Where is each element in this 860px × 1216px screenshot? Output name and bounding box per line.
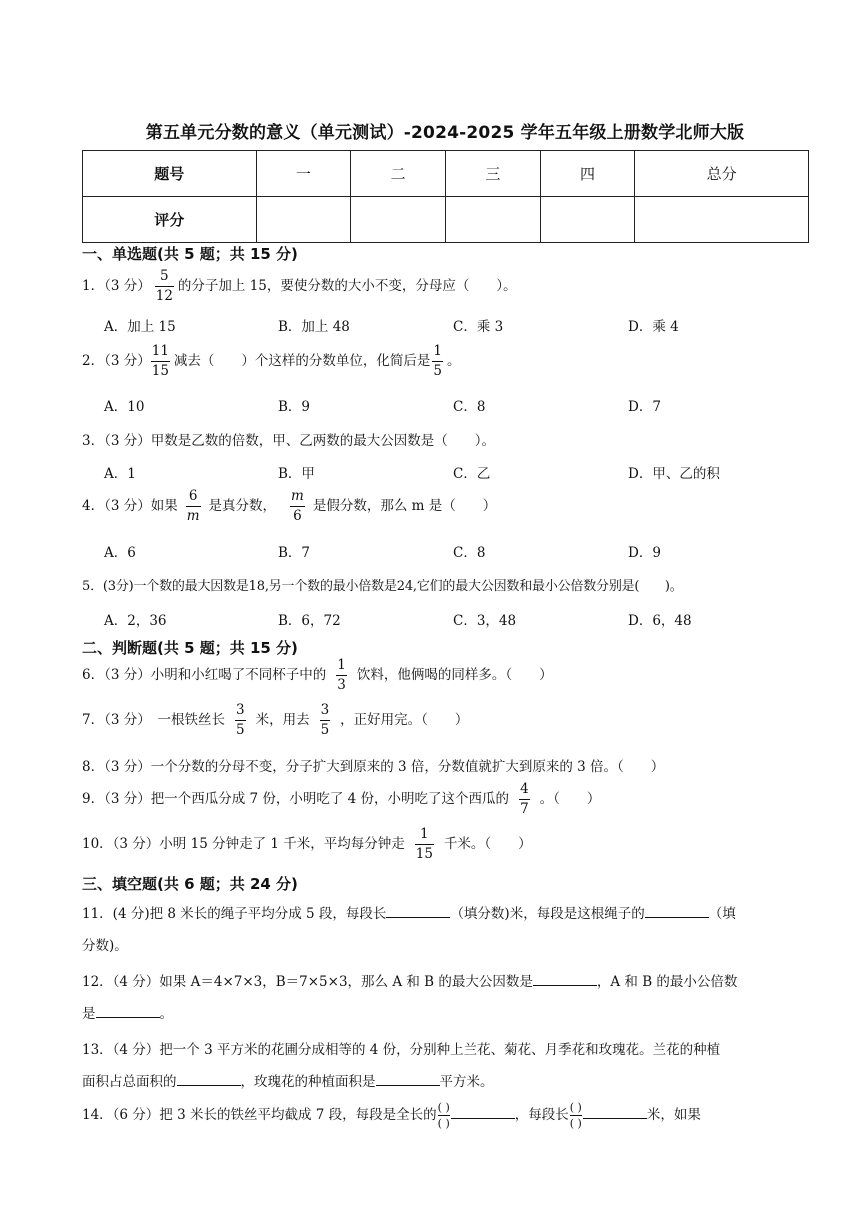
score-cell[interactable] — [256, 197, 351, 243]
question-1 — [82, 270, 517, 303]
question-text: 11．(4 分)把 8 米长的绳子平均分成 5 段，每段长 — [82, 906, 387, 922]
option-d[interactable]: D．乘 4 — [628, 319, 679, 335]
question-text: 7．（3 分） 一根铁丝长 — [82, 712, 225, 728]
question-text: 面积占总面积的 — [82, 1074, 177, 1090]
question-text: 4．（3 分）如果 — [82, 498, 178, 514]
question-text: 米，如果 — [646, 1107, 701, 1123]
fraction — [151, 345, 170, 378]
numerator: 6 — [188, 488, 198, 504]
denominator: 5 — [235, 721, 245, 738]
numerator: m — [291, 488, 304, 504]
question-prefix: 1．（3 分） — [82, 278, 151, 294]
denominator: 15 — [151, 362, 169, 379]
question-text: 10．（3 分）小明 15 分钟走了 1 千米，平均每分钟走 — [82, 836, 405, 852]
score-cell[interactable] — [540, 197, 635, 243]
option-d[interactable]: D．6，48 — [628, 613, 692, 629]
question-9 — [82, 783, 600, 816]
option-a[interactable]: A．1 — [104, 466, 136, 482]
answer-blank[interactable] — [96, 1003, 160, 1018]
option-a[interactable]: A．6 — [104, 545, 136, 561]
option-c[interactable]: C．8 — [453, 399, 486, 415]
question-13: 13．（4 分）把一个 3 平方米的花圃分成相等的 4 份，分别种上兰花、菊花、月季花和玫瑰花。兰花的种植 — [82, 1042, 721, 1058]
option-c[interactable]: C．乙 — [453, 466, 491, 482]
question-text: 14．（6 分）把 3 米长的铁丝平均截成 7 段，每段是全长的 — [82, 1107, 437, 1123]
question-text: 12．（4 分）如果 A＝4×7×3，B＝7×5×3，那么 A 和 B 的最大公因数是 — [82, 974, 533, 990]
fraction — [235, 704, 246, 737]
question-3: 3．（3 分）甲数是乙数的倍数，甲、乙两数的最大公因数是（ ）。 — [82, 433, 495, 449]
score-header-cell: 题号 — [83, 151, 257, 197]
numerator: 3 — [235, 702, 245, 718]
answer-blank[interactable] — [177, 1071, 241, 1086]
denominator: m — [186, 507, 200, 524]
question-text: 的分子加上 15，要使分数的大小不变，分母应（ ）。 — [177, 278, 517, 294]
question-text: 是假分数，那么 m 是（ ） — [312, 498, 497, 514]
option-b[interactable]: B．7 — [278, 545, 311, 561]
fraction-blank[interactable] — [570, 1102, 582, 1129]
question-text: （填 — [708, 906, 736, 922]
question-7 — [82, 704, 468, 737]
denominator: 6 — [290, 506, 305, 524]
score-header-cell: 二 — [351, 151, 446, 197]
question-text: 饮料，他俩喝的同样多。（ ） — [356, 667, 553, 683]
option-b[interactable]: B．加上 48 — [278, 319, 350, 335]
option-b[interactable]: B．9 — [278, 399, 311, 415]
denominator: 7 — [520, 800, 529, 817]
section-heading-fill-blank: 三、填空题(共 6 题；共 24 分) — [82, 875, 298, 893]
score-cell[interactable] — [351, 197, 446, 243]
option-b[interactable]: B．6，72 — [278, 613, 341, 629]
page-title: 第五单元分数的意义（单元测试）-2024-2025 学年五年级上册数学北师大版 — [145, 123, 745, 143]
question-text: 。 — [447, 353, 461, 369]
question-12-line-2 — [82, 1002, 173, 1022]
question-prefix: 2．（3 分） — [82, 353, 151, 369]
denominator: 12 — [155, 287, 173, 304]
question-10 — [82, 828, 532, 861]
question-text: 9．（3 分）把一个西瓜分成 7 份，小明吃了 4 份，小明吃了这个西瓜的 — [82, 791, 510, 807]
question-text: 是真分数， — [208, 498, 277, 514]
question-text: 。 — [159, 1006, 173, 1022]
question-5: 5．(3分)一个数的最大因数是18,另一个数的最小倍数是24,它们的最大公因数和最小公倍数分别是( )。 — [82, 579, 683, 594]
question-8: 8．（3 分）一个分数的分母不变，分子扩大到原来的 3 倍，分数值就扩大到原来的 3 倍。（ ） — [82, 759, 665, 775]
denominator: ( ) — [569, 1117, 582, 1130]
question-text: ，每段长 — [514, 1107, 569, 1123]
question-text: ，玫瑰花的种植面积是 — [240, 1074, 376, 1090]
question-text: 千米。（ ） — [443, 836, 532, 852]
denominator: 5 — [433, 362, 443, 379]
numerator: 1 — [337, 657, 346, 673]
numerator: 5 — [160, 268, 169, 284]
question-2 — [82, 345, 461, 378]
question-text: 米，用去 — [255, 712, 310, 728]
option-c[interactable]: C．3，48 — [453, 613, 517, 629]
question-11 — [82, 902, 736, 922]
option-a[interactable]: A．加上 15 — [104, 319, 176, 335]
question-text: 平方米。 — [439, 1074, 494, 1090]
answer-blank[interactable] — [376, 1071, 440, 1086]
question-12 — [82, 970, 737, 990]
question-4 — [82, 490, 496, 523]
numerator: 4 — [520, 781, 529, 797]
question-text: （填分数)米，每段是这根绳子的 — [450, 906, 645, 922]
fraction — [519, 783, 530, 816]
option-d[interactable]: D．9 — [628, 545, 661, 561]
option-d[interactable]: D．甲、乙的积 — [628, 466, 720, 482]
numerator: ( ) — [569, 1101, 582, 1114]
question-text: ，A 和 B 的最小公倍数 — [596, 974, 738, 990]
answer-blank[interactable] — [451, 1104, 515, 1119]
option-a[interactable]: A．10 — [104, 399, 145, 415]
numerator: 3 — [320, 702, 330, 718]
numerator: 1 — [420, 826, 429, 842]
numerator: 11 — [151, 343, 169, 359]
question-text: 减去（ ）个这样的分数单位，化简后是 — [173, 353, 431, 369]
score-cell[interactable] — [635, 197, 809, 243]
score-header-cell: 一 — [256, 151, 351, 197]
denominator: ( ) — [437, 1117, 450, 1130]
fraction — [415, 828, 434, 861]
score-header-cell: 四 — [540, 151, 635, 197]
option-d[interactable]: D．7 — [628, 399, 661, 415]
option-c[interactable]: C．乘 3 — [453, 319, 504, 335]
section-heading-single-choice: 一、单选题(共 5 题；共 15 分) — [82, 245, 298, 263]
score-row-label: 评分 — [83, 197, 257, 243]
section-heading-true-false: 二、判断题(共 5 题；共 15 分) — [82, 639, 298, 657]
question-6 — [82, 659, 553, 692]
question-14 — [82, 1102, 701, 1129]
score-cell[interactable] — [445, 197, 540, 243]
option-a[interactable]: A．2，36 — [104, 613, 167, 629]
fraction — [432, 345, 443, 378]
numerator: ( ) — [437, 1101, 450, 1114]
fraction — [155, 270, 174, 303]
question-text: ，正好用完。（ ） — [340, 712, 469, 728]
numerator: 1 — [433, 343, 443, 359]
question-text: 6．（3 分）小明和小红喝了不同杯子中的 — [82, 667, 327, 683]
question-text: 。（ ） — [539, 791, 601, 807]
question-11-line-2: 分数)。 — [82, 938, 128, 954]
fraction — [290, 490, 305, 523]
denominator: 15 — [415, 845, 433, 862]
score-header-cell: 三 — [445, 151, 540, 197]
denominator: 5 — [320, 721, 330, 738]
answer-blank[interactable] — [645, 903, 709, 918]
score-header-cell: 总分 — [635, 151, 809, 197]
answer-blank[interactable] — [583, 1104, 647, 1119]
fraction — [336, 659, 347, 692]
answer-blank[interactable] — [533, 971, 597, 986]
option-c[interactable]: C．8 — [453, 545, 486, 561]
fraction — [186, 490, 201, 523]
answer-blank[interactable] — [386, 903, 450, 918]
score-table — [82, 150, 809, 243]
score-table-score-row — [83, 197, 809, 243]
denominator: 3 — [337, 676, 346, 693]
question-text: 是 — [82, 1006, 96, 1022]
question-13-line-2 — [82, 1070, 494, 1090]
score-table-header-row — [83, 151, 809, 197]
fraction — [320, 704, 331, 737]
option-b[interactable]: B．甲 — [278, 466, 315, 482]
fraction-blank[interactable] — [438, 1102, 450, 1129]
